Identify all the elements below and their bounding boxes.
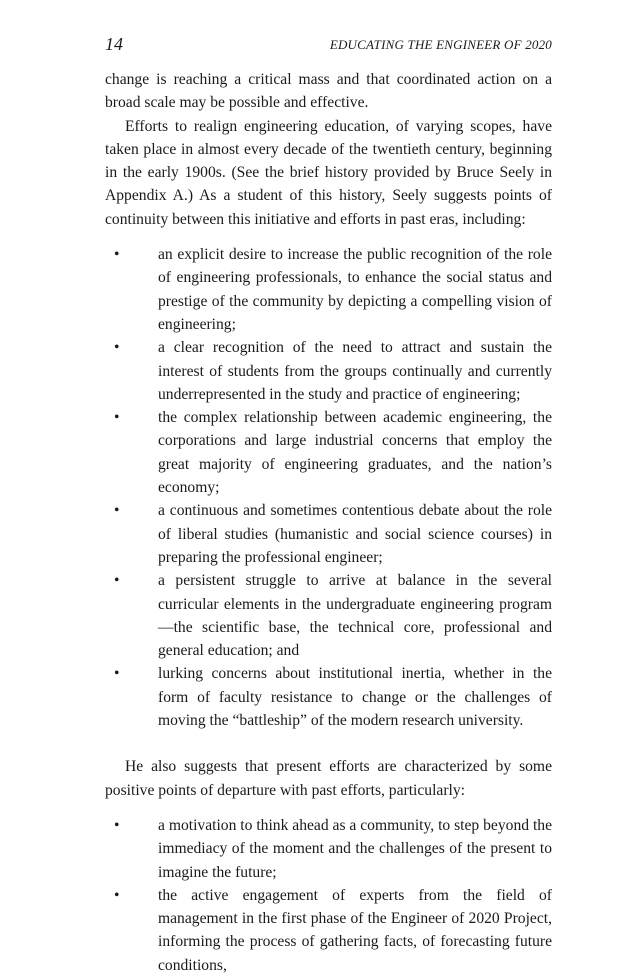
bullet-icon: • — [114, 409, 120, 427]
list-item — [105, 814, 552, 884]
bullet-icon: • — [114, 665, 120, 683]
list-item-text: a continuous and sometimes contentious debate about the role of liberal studies (humanistic and social science courses) in preparing the professional engineer; — [158, 502, 552, 566]
list-item-text: the active engagement of experts from the field of management in the first phase of the Engineer of 2020 Project, informing the process of gathering facts, of forecasting future conditions, — [158, 886, 552, 974]
list-item-text: a motivation to think ahead as a community, to step beyond the immediacy of the moment and the challenges of the present to imagine the future; — [158, 816, 552, 881]
list-item — [105, 406, 552, 499]
bullet-icon: • — [114, 339, 120, 357]
list-item — [105, 884, 552, 977]
list-item-text: a clear recognition of the need to attract and sustain the interest of students from the groups continually and currently underrepresented in the study and practice of engineering; — [158, 339, 552, 403]
bullet-icon: • — [114, 502, 120, 520]
list-item-text: the complex relationship between academic engineering, the corporations and large industrial concerns that employ the great majority of engineering graduates, and the nation’s economy; — [158, 409, 552, 497]
list-item — [105, 662, 552, 732]
page-number: 14 — [105, 34, 123, 54]
bullet-icon: • — [114, 572, 120, 590]
paragraph: Efforts to realign engineering education, of varying scopes, have taken place in almost every decade of the twentieth century, beginning in the early 1900s. (See the brief history provided by Bruce Seely in Appendix A.) As a student of this history, Seely suggests points of continuity between this initiative and efforts in past eras, including: — [105, 117, 552, 228]
running-header — [105, 34, 552, 56]
page-body — [105, 68, 552, 977]
bullet-icon: • — [114, 246, 120, 264]
departure-list — [105, 814, 552, 977]
list-item-text: a persistent struggle to arrive at balance in the several curricular elements in the undergraduate engineering program—the scientific base, the technical core, professional and general education; and — [158, 572, 552, 660]
list-item — [105, 499, 552, 569]
list-item — [105, 569, 552, 662]
bullet-icon: • — [114, 886, 120, 904]
bullet-icon: • — [114, 816, 120, 834]
paragraph: He also suggests that present efforts are characterized by some positive points of departure with past efforts, particularly: — [105, 758, 552, 799]
paragraph: change is reaching a critical mass and that coordinated action on a broad scale may be possible and effective. — [105, 71, 552, 112]
list-item-text: lurking concerns about institutional inertia, whether in the form of faculty resistance to change or the challenges of moving the “battleship” of the modern research university. — [158, 665, 552, 730]
running-title: EDUCATING THE ENGINEER OF 2020 — [329, 37, 552, 52]
list-item — [105, 336, 552, 406]
list-item — [105, 243, 552, 336]
continuity-list — [105, 243, 552, 732]
list-item-text: an explicit desire to increase the public recognition of the role of engineering professionals, to enhance the social status and prestige of the community by depicting a compelling vision of engineering; — [158, 246, 552, 333]
